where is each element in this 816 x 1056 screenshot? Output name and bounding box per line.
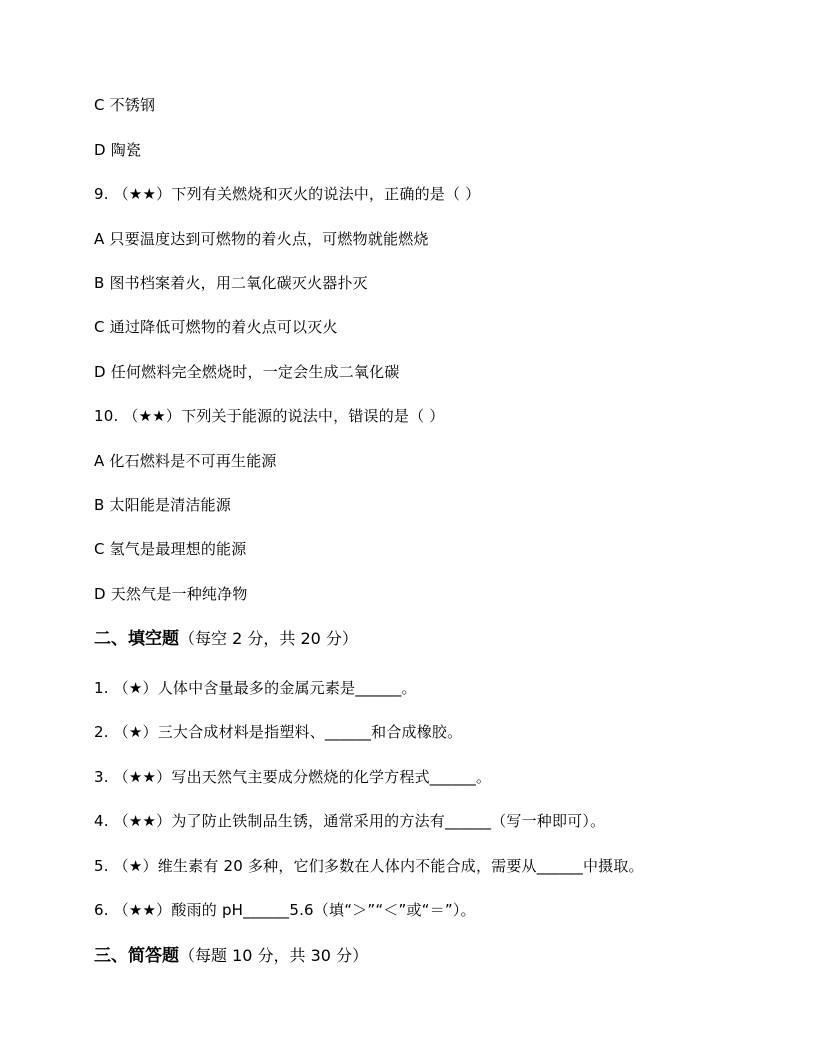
option-d-q9: D 任何燃料完全燃烧时，一定会生成二氧化碳: [94, 363, 400, 381]
option-a-q10: A 化石燃料是不可再生能源: [94, 452, 277, 470]
question-10: 10. （★★）下列关于能源的说法中，错误的是（ ）: [94, 407, 445, 425]
fill-question-2: 2. （★）三大合成材料是指塑料、______和合成橡胶。: [94, 723, 463, 741]
fill-question-5: 5. （★）维生素有 20 多种，它们多数在人体内不能合成，需要从______中摄取。: [94, 857, 644, 875]
section-3-note: （每题 10 分，共 30 分）: [179, 946, 369, 965]
section-3-heading: [94, 945, 368, 967]
fill-question-4: 4. （★★）为了防止铁制品生锈，通常采用的方法有______（写一种即可）。: [94, 812, 606, 830]
option-c-q8: C 不锈钢: [94, 96, 156, 114]
option-d-q10: D 天然气是一种纯净物: [94, 585, 248, 603]
option-a-q9: A 只要温度达到可燃物的着火点，可燃物就能燃烧: [94, 230, 429, 248]
section-2-note: （每空 2 分，共 20 分）: [179, 629, 358, 648]
option-c-q9: C 通过降低可燃物的着火点可以灭火: [94, 318, 338, 336]
fill-question-3: 3. （★★）写出天然气主要成分燃烧的化学方程式______。: [94, 768, 492, 786]
section-3-title: 三、简答题: [94, 946, 179, 966]
section-2-heading: [94, 628, 358, 650]
option-c-q10: C 氢气是最理想的能源: [94, 540, 247, 558]
question-9: 9. （★★）下列有关燃烧和灭火的说法中，正确的是（ ）: [94, 185, 481, 203]
option-b-q9: B 图书档案着火，用二氧化碳灭火器扑灭: [94, 274, 368, 292]
fill-question-1: 1. （★）人体中含量最多的金属元素是______。: [94, 679, 417, 697]
option-d-q8: D 陶瓷: [94, 141, 142, 159]
option-b-q10: B 太阳能是清洁能源: [94, 496, 232, 514]
fill-question-6: 6. （★★）酸雨的 pH______5.6（填“＞”“＜”或“＝”）。: [94, 901, 476, 919]
section-2-title: 二、填空题: [94, 629, 179, 649]
